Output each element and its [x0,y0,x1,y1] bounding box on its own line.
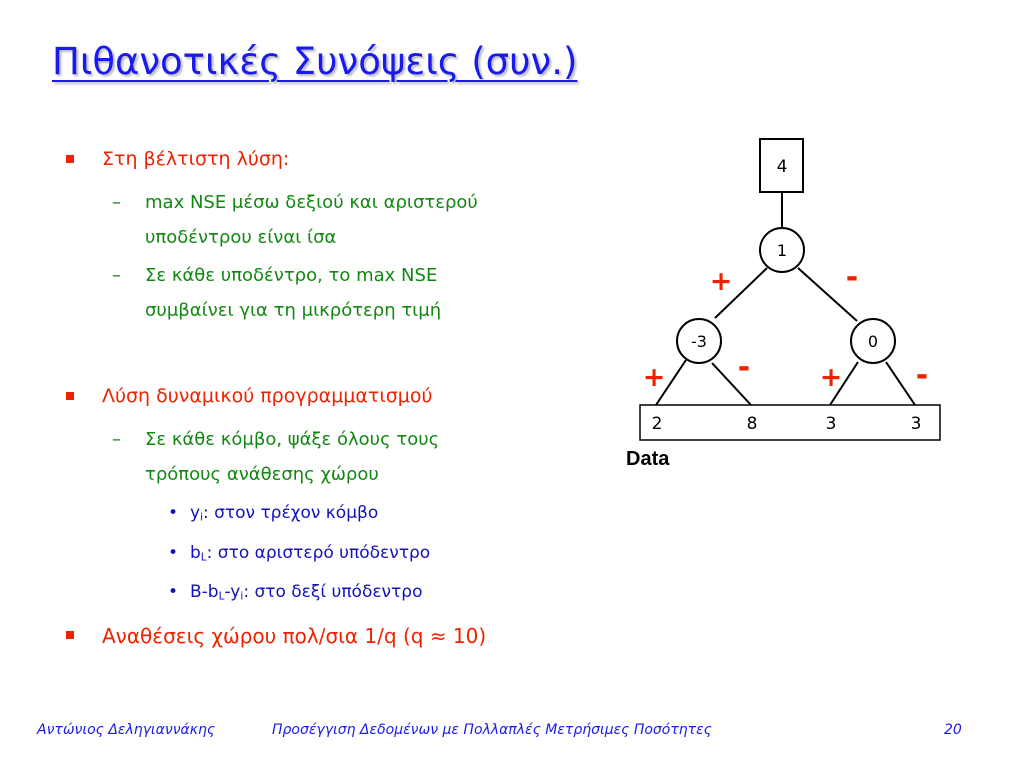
edge-right-to-data [886,362,915,405]
dot-marker-icon: • [168,503,179,523]
node-right-value: 0 [867,332,879,351]
plus-sign: + [819,362,843,393]
node-left-value: -3 [691,332,707,351]
data-value: 2 [651,414,663,434]
slide-title: Πιθανοτικές Συνόψεις (συν.) [52,40,578,83]
sub-bullet-line: Σε κάθε υποδέντρο, το max NSE [145,265,438,286]
footer-page-number: 20 [944,722,962,738]
dash-marker-icon: – [112,265,121,286]
dash-marker-icon: – [112,429,121,450]
data-value: 3 [910,414,922,434]
footer-talk-title: Προσέγγιση Δεδομένων με Πολλαπλές Μετρήσιμες Ποσότητες [272,722,712,738]
data-label: Data [626,448,670,470]
dot-marker-icon: • [168,582,179,602]
footer-author: Αντώνιος Δεληγιαννάκης [37,722,216,738]
root-node-value: 4 [776,157,788,177]
sub-bullet-line: Σε κάθε κόμβο, ψάξε όλους τους [145,429,440,450]
node-top-value: 1 [776,241,788,260]
minus-sign: - [737,350,751,385]
minus-sign: - [845,260,859,295]
data-array-box [640,405,940,440]
sub-bullet-line: max NSE μέσω δεξιού και αριστερού [145,192,478,213]
plus-sign: + [709,266,733,297]
dot-marker-icon: • [168,543,179,563]
sub-bullet-line: τρόπους ανάθεσης χώρου [145,464,379,485]
plus-sign: + [642,362,666,393]
data-value: 8 [746,414,758,434]
dash-marker-icon: – [112,192,121,213]
sub-bullet-line: υποδέντρου είναι ίσα [145,227,337,248]
sub-bullet-line: συμβαίνει για τη μικρότερη τιμή [145,300,442,321]
minus-sign: - [915,358,929,393]
data-value: 3 [825,414,837,434]
